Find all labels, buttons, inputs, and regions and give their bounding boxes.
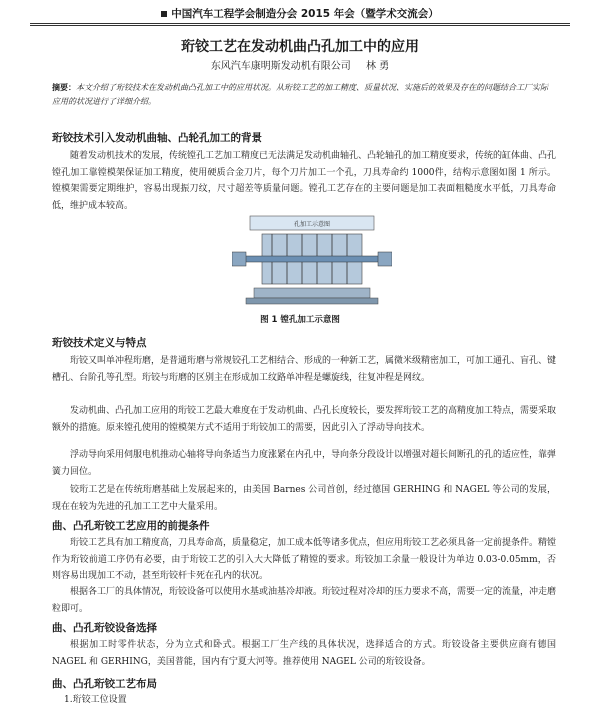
section-heading-layout: 曲、凸孔珩铰工艺布局: [52, 678, 157, 690]
paragraph: 根据各工厂的具体情况，珩铰设备可以使用水基或油基冷却液。珩铰过程对冷却的压力要求不高，需要一定的流量，冲走磨粒即可。: [52, 587, 557, 614]
paragraph: 根据加工时零件状态，分为立式和卧式。根据工厂生产线的具体状况，选择适合的方式。珩铰设备主要供应商有德国 NAGEL 和 GERHING，美国普能，国内有宁夏大河等。推荐使用 NAGEL 公司的珩铰设备。: [52, 640, 556, 667]
paragraph: 铰珩工艺是在传统珩磨基础上发展起来的，由美国 Barnes 公司首创，经过德国 GERHING 和 NAGEL 等公司的发展，现在在较为先进的孔加工工艺中大量采用。: [52, 485, 556, 512]
paragraph: 发动机曲、凸孔加工应用的珩铰工艺最大难度在于发动机曲、凸孔长度较长，要发挥珩铰工艺的高精度加工特点，需要采取额外的措施。原来镗孔使用的镗模架方式不适用于珩铰加工的需要，因此引入了浮动导向技术。: [52, 406, 557, 433]
conference-header: [30, 6, 570, 21]
abstract-text: 本文介绍了珩铰技术在发动机曲凸孔加工中的应用状况。从珩铰工艺的加工精度、质量状况、实施后的效果及存在的问题结合工厂实际应用的状况进行了详细介绍。: [52, 83, 548, 106]
boring-diagram-figure: [232, 212, 392, 308]
paragraph: 浮动导向采用伺服电机推动心轴将导向条适当力度涨紧在内孔中，导向条分段设计以增强对超长间断孔的孔的适应性，靠弹簧力回位。: [52, 450, 557, 477]
author-name: 林 勇: [366, 61, 390, 72]
affiliation: 东风汽车康明斯发动机有限公司: [210, 61, 351, 72]
bullet-icon: [161, 11, 167, 17]
figure-label: 孔加工示意图: [293, 221, 331, 228]
section-heading-background: 珩铰技术引入发动机曲轴、凸轮孔加工的背景: [52, 132, 262, 144]
header-rule: [30, 23, 570, 24]
section-heading-definition: 珩铰技术定义与特点: [52, 337, 147, 349]
paragraph: 珩铰又叫单冲程珩磨，是普通珩磨与常规铰孔工艺相结合、形成的一种新工艺，属微米级精密加工，可加工通孔、盲孔、键槽孔、台阶孔等孔型。珩铰与珩磨的区别主在形成加工纹路单冲程是螺旋线，往复冲程是网纹。: [52, 356, 557, 383]
paragraph: 随着发动机技术的发展，传统镗孔工艺加工精度已无法满足发动机曲轴孔、凸轮轴孔的加工精度要求，传统的缸体曲、凸孔镗孔加工靠镗模架保证加工精度，使用硬质合金刀片，每个刀片加工一个孔，刀具寿命约 1000件，结构示意图如图 1 所示。镗模架需要定期维护，容易出现振刀纹，尺寸超差等质量问题。镗孔工艺存在的主要问题是加工表面粗糙度水平低，刀具寿命低，维护成本较高。: [52, 151, 557, 211]
conference-header-text: 中国汽车工程学会制造分会 2015 年会（暨学术交流会）: [171, 8, 439, 20]
subsection-title: 1.珩铰工位设置: [64, 695, 127, 705]
abstract: [52, 80, 548, 109]
figure-caption: 图 1 镗孔加工示意图: [260, 315, 340, 325]
section-heading-equipment: 曲、凸孔珩铰设备选择: [52, 622, 157, 634]
section-heading-prerequisites: 曲、凸孔珩铰工艺应用的前提条件: [52, 520, 210, 532]
abstract-label: 摘要：: [52, 82, 76, 92]
header-rule-secondary: [30, 25, 570, 26]
paragraph: 珩铰工艺具有加工精度高，刀具寿命高，质量稳定，加工成本低等诸多优点，但应用珩铰工艺必须具备一定前提条件。精镗作为珩铰前道工序仍有必要，由于珩铰工艺的引入大大降低了精镗的要求。珩铰加工余量一般设计为单边 0.03-0.05mm，否则容易出现加工不动，甚至珩铰杆卡死在孔内的状况。: [52, 538, 557, 581]
author-line: [0, 57, 600, 72]
article-title: 珩铰工艺在发动机曲凸孔加工中的应用: [181, 39, 419, 55]
